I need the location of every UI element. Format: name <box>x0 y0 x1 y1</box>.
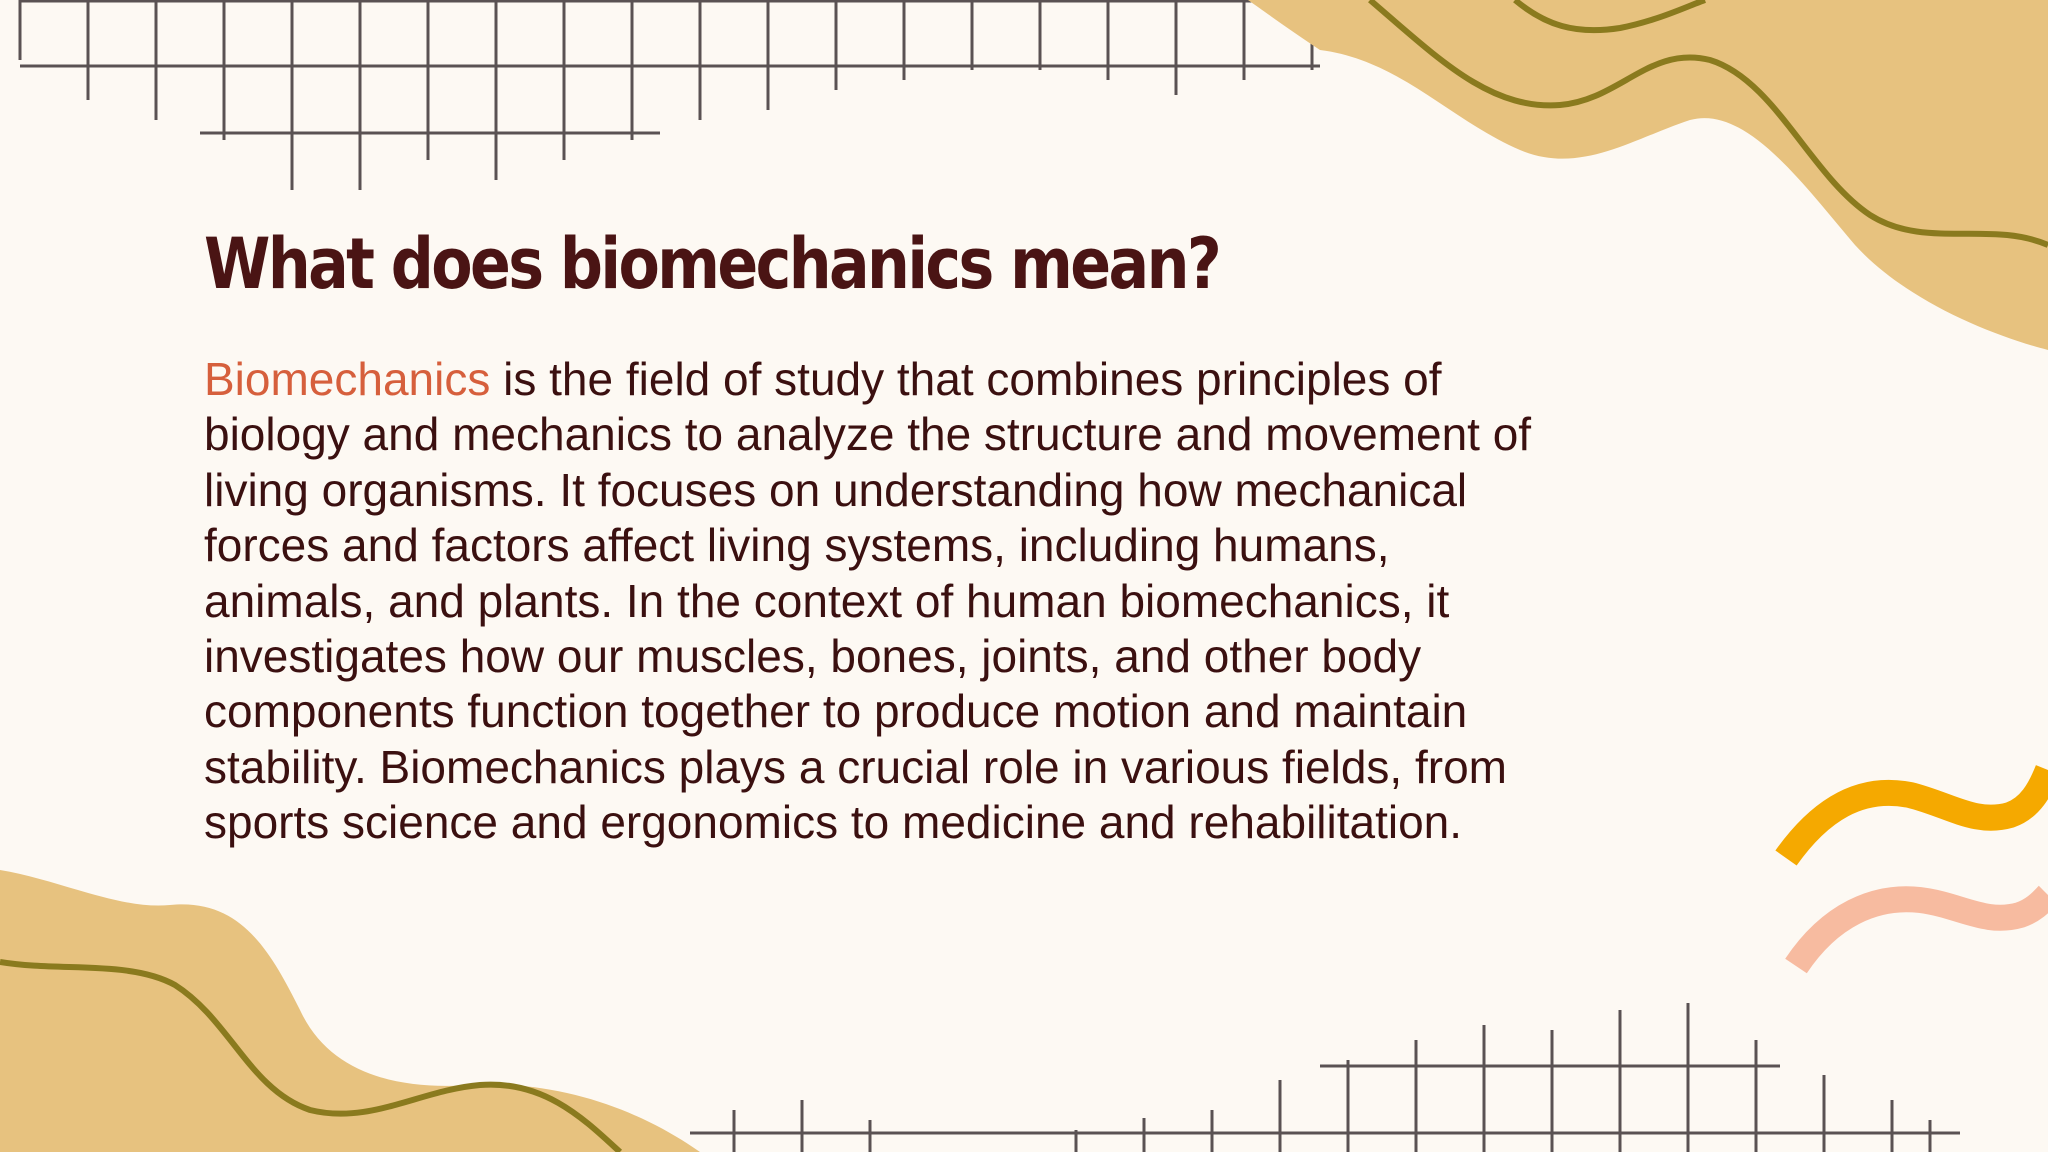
body-line-1-rest: is the field of study that combines principles of <box>490 353 1442 405</box>
grid-pattern-top-left <box>20 0 1320 190</box>
highlighted-term: Biomechanics <box>204 353 491 405</box>
body-line-3: living organisms. It focuses on understanding how mechanical <box>204 463 1468 516</box>
pink-squiggle <box>1796 895 2048 966</box>
body-paragraph <box>204 352 1684 851</box>
body-line-9: sports science and ergonomics to medicine and rehabilitation. <box>204 796 1463 849</box>
body-line-5: animals, and plants. In the context of human biomechanics, it <box>204 574 1450 627</box>
body-line-4: forces and factors affect living systems, including humans, <box>204 519 1390 572</box>
body-line-8: stability. Biomechanics plays a crucial role in various fields, from <box>204 740 1507 793</box>
body-line-2: biology and mechanics to analyze the structure and movement of <box>204 408 1532 461</box>
orange-squiggle <box>1786 770 2048 858</box>
body-line-1 <box>204 352 1684 407</box>
slide-title: What does biomechanics mean? <box>204 223 1220 305</box>
grid-pattern-bottom-right <box>690 1003 1960 1152</box>
body-line-6: investigates how our muscles, bones, joints, and other body <box>204 630 1422 683</box>
tan-blob-top-right <box>1248 0 2048 350</box>
tan-blob-bottom-left <box>0 870 700 1152</box>
body-line-7: components function together to produce motion and maintain <box>204 685 1468 738</box>
